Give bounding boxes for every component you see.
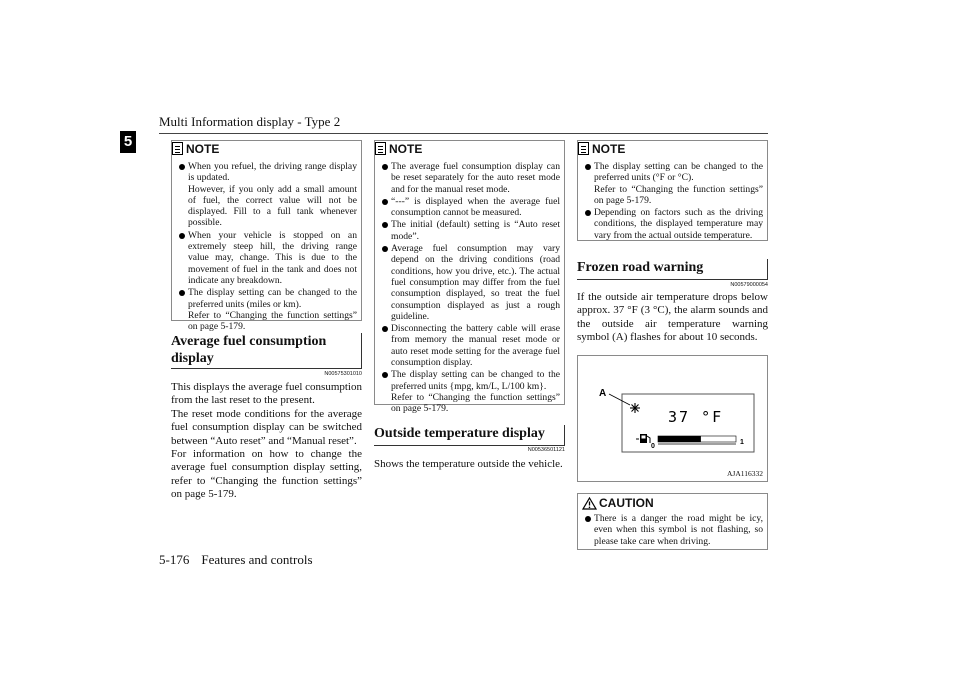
gauge-min-label: 0	[651, 443, 655, 450]
section-code: N00536501121	[527, 447, 565, 453]
note-item-text: There is a danger the road might be icy, even when this symbol is not flashing, so please take care when driving.	[594, 513, 763, 547]
section-heading-frozen-road: Frozen road warning	[577, 259, 768, 280]
section-heading-average-fuel: Average fuel consumption display	[171, 333, 362, 369]
note-item	[178, 287, 357, 332]
note-item	[584, 207, 763, 241]
note-label: NOTE	[172, 140, 219, 157]
body-paragraph: The reset mode conditions for the average fuel consumption display can be switched between “Auto reset” and “Manual reset”.	[171, 407, 362, 447]
fuel-gauge-fill	[658, 436, 701, 442]
note-label: NOTE	[375, 140, 422, 157]
header-rule	[159, 133, 768, 134]
note-item	[381, 323, 560, 368]
temperature-readout: 37 °F	[668, 408, 724, 426]
note-box-col2	[374, 140, 565, 415]
note-item	[381, 243, 560, 322]
note-item-text: Refer to “Changing the function settings” on page 5-179.	[391, 391, 560, 415]
caution-box	[577, 493, 768, 550]
note-item-text: The display setting can be changed to the preferred units (°F or °C).	[594, 161, 763, 184]
body-average-fuel	[171, 381, 362, 502]
callout-a: A	[599, 388, 607, 399]
note-list	[584, 161, 763, 242]
callout-line	[609, 394, 630, 405]
note-item	[584, 161, 763, 206]
note-item-text: “---” is displayed when the average fuel consumption cannot be measured.	[391, 195, 560, 219]
note-label: NOTE	[578, 140, 625, 157]
page-number: 5-176	[159, 552, 190, 567]
note-item-text: Depending on factors such as the driving conditions, the displayed temperature may vary from the actual outside temperature.	[594, 207, 763, 241]
caution-list	[584, 513, 763, 548]
footer	[159, 552, 313, 568]
header-title: Multi Information display - Type 2	[159, 114, 341, 129]
note-item-text: Refer to “Changing the function settings” on page 5-179.	[188, 309, 357, 333]
chapter-tab: 5	[120, 131, 136, 153]
note-item-text: Average fuel consumption may vary depend on the driving conditions (road conditions, how you drive, etc.). The actual fuel consumption may differ from the fuel consumption displayed, so treat the fuel consumption displayed as just a rough guideline.	[391, 243, 560, 322]
note-item	[381, 161, 560, 195]
section-heading-outside-temperature: Outside temperature display	[374, 425, 565, 446]
note-item-text: The initial (default) setting is “Auto reset mode”.	[391, 219, 560, 242]
section-code: N00575301010	[324, 371, 362, 377]
note-list	[178, 161, 357, 333]
note-box-col3	[577, 140, 768, 241]
figure-code: AJA116332	[727, 469, 763, 478]
section-code: N00579000054	[730, 282, 768, 288]
note-item	[381, 219, 560, 242]
note-item-text: The average fuel consumption display can be reset separately for the auto reset mode and for the manual reset mode.	[391, 161, 560, 195]
body-frozen-road: If the outside air temperature drops below approx. 37 °F (3 °C), the alarm sounds and the outside air temperature warning symbol (A) flashes for about 10 seconds.	[577, 291, 768, 344]
display-illustration	[578, 356, 767, 481]
note-icon	[172, 142, 183, 155]
caution-label: CAUTION	[582, 496, 654, 510]
note-item-text: The display setting can be changed to the preferred units {mpg, km/L, L/100 km}.	[391, 369, 560, 392]
note-item	[178, 161, 357, 229]
fuel-pump-icon	[636, 434, 650, 443]
note-item-text: Refer to “Changing the function settings” on page 5-179.	[594, 183, 763, 206]
body-outside-temperature: Shows the temperature outside the vehicle.	[374, 458, 563, 470]
frozen-road-figure	[577, 355, 768, 482]
gauge-max-label: 1	[740, 439, 744, 446]
body-paragraph: This displays the average fuel consumption from the last reset to the present.	[171, 381, 362, 407]
note-icon	[578, 142, 589, 155]
note-item	[178, 230, 357, 286]
note-item-text: When your vehicle is stopped on an extremely steep hill, the driving range value may, change. This is due to the movement of fuel in the tank and does not indicate any breakdown.	[188, 229, 357, 286]
note-item	[381, 369, 560, 414]
note-list	[381, 161, 560, 416]
note-box-col1	[171, 140, 362, 333]
body-paragraph: For information on how to change the average fuel consumption display setting, refer to “Changing the function settings” on page 5-179.	[171, 448, 362, 501]
snowflake-icon	[630, 403, 640, 413]
note-item	[381, 196, 560, 219]
note-item-text: When you refuel, the driving range display is updated.	[188, 161, 357, 184]
note-icon	[375, 142, 386, 155]
note-item-text: However, if you only add a small amount of fuel, the correct value will not be displayed. Fill to a full tank whenever possible.	[188, 183, 357, 229]
note-item-text: Disconnecting the battery cable will erase from memory the manual reset mode or auto reset mode setting for the average fuel consumption display.	[391, 323, 560, 369]
note-item	[584, 513, 763, 547]
footer-section: Features and controls	[201, 552, 313, 567]
note-item-text: The display setting can be changed to the preferred units (miles or km).	[188, 287, 357, 310]
warning-triangle-icon	[582, 497, 597, 510]
